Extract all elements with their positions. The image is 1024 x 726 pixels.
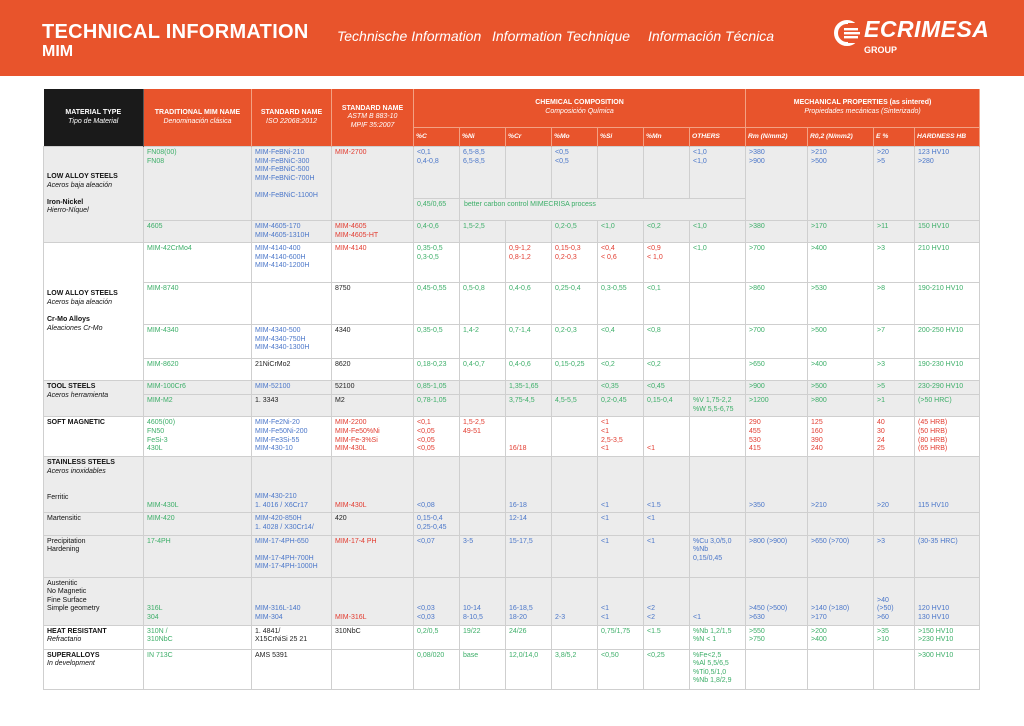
page-title: TECHNICAL INFORMATION (42, 21, 309, 43)
cell-cr: 0,4-0,6 (506, 359, 552, 381)
cell-c: 0,35-0,5 0,3-0,5 (414, 243, 460, 283)
cell-traditional: 316L 304 (144, 577, 252, 625)
cell-traditional: IN 713C (144, 649, 252, 689)
cell-rm (746, 649, 808, 689)
col-r02: R0,2 (N/mm2) (808, 128, 874, 147)
cell-ni: 19/22 (460, 625, 506, 649)
cell-r02 (808, 513, 874, 535)
cell-hardness: 190-230 HV10 (915, 359, 980, 381)
col-e: E % (874, 128, 915, 147)
cell-mo: 0,25-0,4 (552, 283, 598, 325)
col-hardness: HARDNESS HB (915, 128, 980, 147)
cell-rm: >380 (746, 221, 808, 243)
cell-c: <0,1 0,4-0,8 (414, 147, 460, 199)
cell-cr: 0,9-1,2 0,8-1,2 (506, 243, 552, 283)
cell-c: 0,45/0,65 (414, 199, 460, 221)
col-others: OTHERS (690, 128, 746, 147)
subtitle-french: Information Technique (492, 28, 631, 44)
cell-e: >7 (874, 325, 915, 359)
cell-c: 0,78-1,05 (414, 395, 460, 417)
col-standard-name-astm: STANDARD NAME ASTM B 883-10 MPIF 35:2007 (332, 89, 414, 147)
cell-r02: >210 >500 (808, 147, 874, 221)
cell-others: <1,0 <1,0 (690, 147, 746, 199)
cell-astm: MIM-4605 MIM-4605-HT (332, 221, 414, 243)
table-row (44, 513, 980, 535)
material-stainless-ferritic: STAINLESS STEELS Aceros inoxidables Ferritic (44, 457, 144, 513)
cell-si (598, 147, 644, 199)
cell-e: >11 (874, 221, 915, 243)
cell-astm: 8620 (332, 359, 414, 381)
material-austenitic: Austenitic No Magnetic Fine Surface Simple geometry (44, 577, 144, 625)
cell-c: 0,08/020 (414, 649, 460, 689)
cell-mo: 3,8/5,2 (552, 649, 598, 689)
cell-astm: 4340 (332, 325, 414, 359)
cell-standard: MIM-430-210 1. 4016 / X6Cr17 (252, 457, 332, 513)
cell-traditional: FN08(00) FN08 (144, 147, 252, 221)
cell-standard: AMS 5391 (252, 649, 332, 689)
cell-mo: 0,15-0,25 (552, 359, 598, 381)
col-cr: %Cr (506, 128, 552, 147)
cell-mo: 4,5-5,5 (552, 395, 598, 417)
cell-cr: 24/26 (506, 625, 552, 649)
cell-hardness: >150 HV10 >230 HV10 (915, 625, 980, 649)
cell-standard: MIM-17-4PH-650 MIM-17-4PH-700H MIM-17-4PH-1000H (252, 535, 332, 577)
cell-c: <0,07 (414, 535, 460, 577)
cell-astm: MIM-430L (332, 457, 414, 513)
cell-ni: 0,5-0,8 (460, 283, 506, 325)
cell-mo (552, 513, 598, 535)
table-row (44, 577, 980, 625)
cell-cr: 16/18 (506, 417, 552, 457)
cell-c: 0,2/0,5 (414, 625, 460, 649)
cell-r02: >200 >400 (808, 625, 874, 649)
cell-ni: base (460, 649, 506, 689)
cell-si: <1 (598, 457, 644, 513)
cell-others (690, 513, 746, 535)
material-tool-steels: TOOL STEELS Aceros herramienta (44, 381, 144, 417)
table-row (44, 147, 980, 199)
cell-traditional: MIM-100Cr6 (144, 381, 252, 395)
cell-traditional: 4605(00) FN50 FeSi-3 430L (144, 417, 252, 457)
cell-others (690, 325, 746, 359)
cell-c: 0,15-0,4 0,25-0,45 (414, 513, 460, 535)
cell-others: %Fe<2,5 %Al 5,5/6,5 %Ti0,5/1,0 %Nb 1,8/2,9 (690, 649, 746, 689)
ecrimesa-logo (834, 16, 994, 62)
technical-table (43, 89, 980, 690)
cell-standard: MIM-4605-170 MIM-4605-1310H (252, 221, 332, 243)
cell-e: >40 (>50) >60 (874, 577, 915, 625)
cell-traditional: 310N / 310NbC (144, 625, 252, 649)
cell-e: >1 (874, 395, 915, 417)
cell-mo: <0,5 <0,5 (552, 147, 598, 199)
cell-mn: <1.5 (644, 625, 690, 649)
cell-others (690, 417, 746, 457)
cell-traditional: 4605 (144, 221, 252, 243)
cell-mn: <1 (644, 513, 690, 535)
cell-astm: MIM-2700 (332, 147, 414, 221)
col-traditional-name: TRADITIONAL MIM NAME Denominación clásica (144, 89, 252, 147)
process-note: better carbon control MIMECRISA process (460, 199, 746, 221)
cell-rm (746, 513, 808, 535)
col-standard-name-iso: STANDARD NAME ISO 22068:2012 (252, 89, 332, 147)
cell-rm: >650 (746, 359, 808, 381)
cell-ni: 0,4-0,7 (460, 359, 506, 381)
cell-ni (460, 243, 506, 283)
cell-hardness: 230-290 HV10 (915, 381, 980, 395)
cell-r02: 125 160 390 240 (808, 417, 874, 457)
cell-rm: >550 >750 (746, 625, 808, 649)
cell-mn: 0,15-0,4 (644, 395, 690, 417)
cell-r02: >210 (808, 457, 874, 513)
table-row (44, 283, 980, 325)
cell-astm: 420 (332, 513, 414, 535)
cell-ni (460, 381, 506, 395)
cell-e: >3 (874, 535, 915, 577)
cell-e: >5 (874, 381, 915, 395)
cell-mn: <0,45 (644, 381, 690, 395)
cell-mn: <0,8 (644, 325, 690, 359)
cell-traditional: MIM-430L (144, 457, 252, 513)
cell-rm: >700 (746, 243, 808, 283)
cell-e: >35 >10 (874, 625, 915, 649)
col-ni: %Ni (460, 128, 506, 147)
cell-mn: <0,1 (644, 283, 690, 325)
cell-rm: >450 (>500) >630 (746, 577, 808, 625)
page-title-mim: MIM (42, 43, 74, 60)
cell-mo (552, 417, 598, 457)
cell-r02: >170 (808, 221, 874, 243)
cell-others (690, 359, 746, 381)
cell-mn (644, 147, 690, 199)
cell-cr: 15-17,5 (506, 535, 552, 577)
cell-traditional: MIM-42CrMo4 (144, 243, 252, 283)
cell-cr: 1,35-1,65 (506, 381, 552, 395)
subtitle-spanish: Información Técnica (648, 28, 775, 44)
cell-si: 0,3-0,55 (598, 283, 644, 325)
col-si: %Si (598, 128, 644, 147)
cell-rm: >1200 (746, 395, 808, 417)
table-row (44, 359, 980, 381)
col-chemical-composition: CHEMICAL COMPOSITION Composición Química (414, 89, 746, 128)
cell-hardness: 200-250 HV10 (915, 325, 980, 359)
cell-rm: >350 (746, 457, 808, 513)
cell-si: <0,4 < 0,6 (598, 243, 644, 283)
cell-astm: MIM-17-4 PH (332, 535, 414, 577)
cell-others: <1 (690, 577, 746, 625)
cell-cr: 12-14 (506, 513, 552, 535)
cell-astm: MIM-2200 MIM-Fe50%Ni MIM-Fe-3%Si MIM-430L (332, 417, 414, 457)
cell-c: 0,18-0,23 (414, 359, 460, 381)
cell-e: >3 (874, 243, 915, 283)
table-row (44, 221, 980, 243)
cell-rm: >800 (>900) (746, 535, 808, 577)
cell-mo: 0,2-0,3 (552, 325, 598, 359)
cell-si: <0,50 (598, 649, 644, 689)
cell-mo: 2-3 (552, 577, 598, 625)
cell-cr: 0,4-0,6 (506, 283, 552, 325)
cell-si: <1 (598, 535, 644, 577)
cell-hardness: 190-210 HV10 (915, 283, 980, 325)
cell-mn: <1 (644, 417, 690, 457)
cell-astm: 310NbC (332, 625, 414, 649)
cell-hardness: (30-35 HRC) (915, 535, 980, 577)
cell-cr: 0,7-1,4 (506, 325, 552, 359)
cell-hardness: (>50 HRC) (915, 395, 980, 417)
cell-e: >8 (874, 283, 915, 325)
cell-e: >3 (874, 359, 915, 381)
cell-c: 0,35-0,5 (414, 325, 460, 359)
table-row (44, 395, 980, 417)
table-row (44, 417, 980, 457)
logo-group-text: GROUP (864, 45, 898, 55)
cell-astm: MIM-316L (332, 577, 414, 625)
cell-astm: 8750 (332, 283, 414, 325)
cell-ni (460, 457, 506, 513)
cell-r02: >400 (808, 243, 874, 283)
table-row (44, 243, 980, 283)
cell-ni: 1,5-2,5 49-51 (460, 417, 506, 457)
cell-others: %V 1,75-2,2 %W 5,5-6,75 (690, 395, 746, 417)
cell-c: <0,03 <0,03 (414, 577, 460, 625)
cell-si: 0,75/1,75 (598, 625, 644, 649)
cell-si: <1 (598, 513, 644, 535)
cell-hardness: 210 HV10 (915, 243, 980, 283)
material-superalloys: SUPERALLOYS In development (44, 649, 144, 689)
cell-si: 0,2-0,45 (598, 395, 644, 417)
material-precipitation-hardening: Precipitation Hardening (44, 535, 144, 577)
cell-rm: 290 455 530 415 (746, 417, 808, 457)
material-martensitic: Martensitic (44, 513, 144, 535)
cell-rm: >860 (746, 283, 808, 325)
cell-c: 0,4-0,6 (414, 221, 460, 243)
cell-traditional: MIM-8620 (144, 359, 252, 381)
cell-mo: 0,15-0,3 0,2-0,3 (552, 243, 598, 283)
cell-standard: MIM-4140-400 MIM-4140-600H MIM-4140-1200H (252, 243, 332, 283)
cell-rm: >900 (746, 381, 808, 395)
cell-hardness: 115 HV10 (915, 457, 980, 513)
cell-standard: MIM-316L-140 MIM-304 (252, 577, 332, 625)
table-row (44, 325, 980, 359)
col-mo: %Mo (552, 128, 598, 147)
col-rm: Rm (N/mm2) (746, 128, 808, 147)
cell-standard: 21NiCrMo2 (252, 359, 332, 381)
cell-others (690, 457, 746, 513)
material-low-alloy-iron-nickel: LOW ALLOY STEELS Aceros baja aleación Iron-Nickel Hierro-Níquel (44, 147, 144, 243)
cell-standard: 1. 3343 (252, 395, 332, 417)
cell-standard: MIM-420-850H 1. 4028 / X30Cr14/ (252, 513, 332, 535)
cell-e: >20 (874, 457, 915, 513)
cell-others: <1,0 (690, 221, 746, 243)
cell-others: %Cu 3,0/5,0 %Nb 0,15/0,45 (690, 535, 746, 577)
cell-mo (552, 381, 598, 395)
table-row (44, 625, 980, 649)
cell-hardness: (45 HRB) (50 HRB) (80 HRB) (65 HRB) (915, 417, 980, 457)
cell-e: >20 >5 (874, 147, 915, 221)
cell-others (690, 283, 746, 325)
cell-hardness (915, 513, 980, 535)
cell-ni: 10-14 8-10,5 (460, 577, 506, 625)
cell-others: %Nb 1,2/1,5 %N < 1 (690, 625, 746, 649)
cell-r02: >530 (808, 283, 874, 325)
col-mechanical-properties: MECHANICAL PROPERTIES (as sintered) Propiedades mecánicas (Sinterizado) (746, 89, 980, 128)
cell-ni: 6,5-8,5 6,5-8,5 (460, 147, 506, 199)
cell-rm: >700 (746, 325, 808, 359)
cell-ni (460, 513, 506, 535)
cell-astm (332, 649, 414, 689)
table-row (44, 649, 980, 689)
col-material-type: MATERIAL TYPE Tipo de Material (44, 89, 144, 147)
cell-ni (460, 395, 506, 417)
cell-hardness: 120 HV10 130 HV10 (915, 577, 980, 625)
cell-hardness: 150 HV10 (915, 221, 980, 243)
table-row (44, 381, 980, 395)
cell-r02: >500 (808, 325, 874, 359)
cell-others: <1,0 (690, 243, 746, 283)
cell-c: 0,85-1,05 (414, 381, 460, 395)
cell-si: <1 <1 2,5-3,5 <1 (598, 417, 644, 457)
ecrimesa-logo-icon (834, 20, 862, 46)
cell-ni: 1,5-2,5 (460, 221, 506, 243)
cell-traditional: MIM-8740 (144, 283, 252, 325)
col-mn: %Mn (644, 128, 690, 147)
cell-hardness: >300 HV10 (915, 649, 980, 689)
cell-astm: M2 (332, 395, 414, 417)
col-c: %C (414, 128, 460, 147)
subtitle-german: Technische Information (337, 28, 482, 44)
cell-e (874, 649, 915, 689)
page-header (0, 0, 1024, 76)
cell-si: <1 <1 (598, 577, 644, 625)
cell-si: <1,0 (598, 221, 644, 243)
cell-r02: >140 (>180) >170 (808, 577, 874, 625)
cell-cr (506, 221, 552, 243)
cell-mn: <0,9 < 1,0 (644, 243, 690, 283)
cell-traditional: MIM-420 (144, 513, 252, 535)
cell-si: <0,2 (598, 359, 644, 381)
cell-r02: >800 (808, 395, 874, 417)
cell-hardness: 123 HV10 >280 (915, 147, 980, 221)
cell-others (690, 381, 746, 395)
cell-r02: >650 (>700) (808, 535, 874, 577)
cell-e (874, 513, 915, 535)
cell-standard: MIM-Fe2Ni-20 MIM-Fe50Ni-200 MIM-Fe3Si-55 MIM-430-10 (252, 417, 332, 457)
material-low-alloy-cr-mo: LOW ALLOY STEELS Aceros baja aleación Cr-Mo Alloys Aleaciones Cr-Mo (44, 243, 144, 381)
cell-astm: MIM-4140 (332, 243, 414, 283)
cell-ni: 1,4-2 (460, 325, 506, 359)
cell-mo (552, 535, 598, 577)
cell-cr: 16-18,5 18-20 (506, 577, 552, 625)
cell-c: <0,1 <0,05 <0,05 <0,05 (414, 417, 460, 457)
cell-mo (552, 625, 598, 649)
cell-r02 (808, 649, 874, 689)
cell-traditional: MIM-4340 (144, 325, 252, 359)
cell-mn: <0,25 (644, 649, 690, 689)
cell-r02: >400 (808, 359, 874, 381)
cell-traditional: 17-4PH (144, 535, 252, 577)
cell-mn: <0,2 (644, 359, 690, 381)
cell-c: 0,45-0,55 (414, 283, 460, 325)
material-soft-magnetic: SOFT MAGNETIC (44, 417, 144, 457)
cell-standard: MIM-52100 (252, 381, 332, 395)
logo-text: ECRIMESA (864, 16, 990, 42)
cell-e: 40 30 24 25 (874, 417, 915, 457)
cell-cr: 16-18 (506, 457, 552, 513)
cell-si: <0,4 (598, 325, 644, 359)
cell-mn: <1.5 (644, 457, 690, 513)
table-row (44, 535, 980, 577)
table-row (44, 457, 980, 513)
cell-standard: MIM-4340-500 MIM-4340-750H MIM-4340-1300H (252, 325, 332, 359)
cell-standard (252, 283, 332, 325)
cell-c: <0,08 (414, 457, 460, 513)
cell-cr (506, 147, 552, 199)
cell-mo: 0,2-0,5 (552, 221, 598, 243)
cell-mo (552, 457, 598, 513)
cell-r02: >500 (808, 381, 874, 395)
cell-mn: <2 <2 (644, 577, 690, 625)
cell-mn: <1 (644, 535, 690, 577)
cell-standard: MIM-FeBNi-210 MIM-FeBNiC-300 MIM-FeBNiC-500 MIM-FeBNiC-700H MIM-FeBNiC-1100H (252, 147, 332, 221)
cell-cr: 12,0/14,0 (506, 649, 552, 689)
cell-si: <0,35 (598, 381, 644, 395)
cell-standard: 1. 4841/ X15CrNiSi 25 21 (252, 625, 332, 649)
cell-mn: <0,2 (644, 221, 690, 243)
cell-traditional: MIM-M2 (144, 395, 252, 417)
cell-astm: 52100 (332, 381, 414, 395)
cell-ni: 3-5 (460, 535, 506, 577)
cell-cr: 3,75-4,5 (506, 395, 552, 417)
cell-rm: >380 >900 (746, 147, 808, 221)
material-heat-resistant: HEAT RESISTANT Refractario (44, 625, 144, 649)
